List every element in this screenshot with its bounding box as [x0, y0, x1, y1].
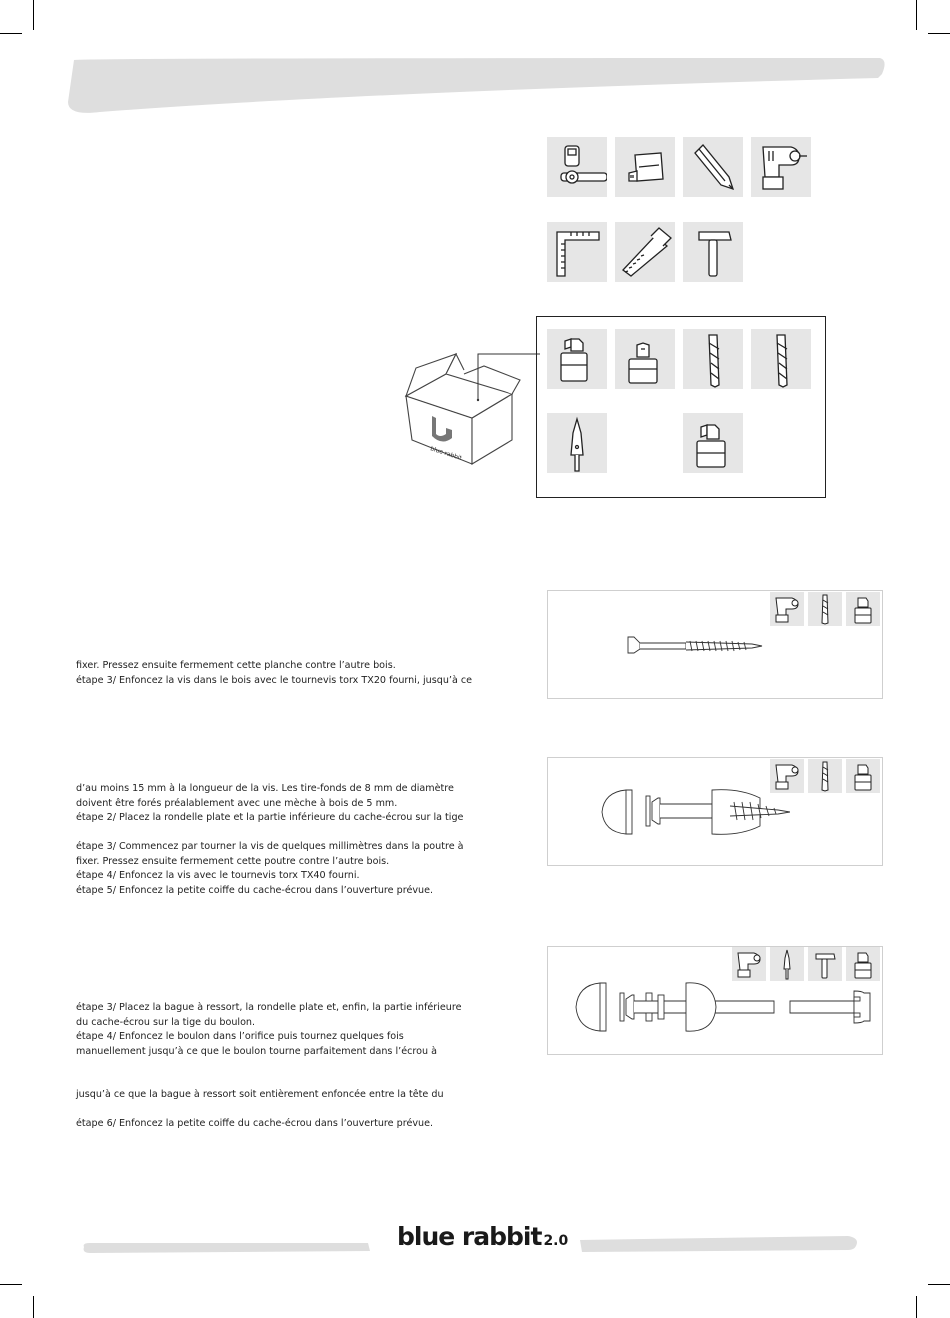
- brand-logo: [397, 1222, 568, 1251]
- hammer-icon: [683, 222, 743, 282]
- square-ruler-icon: [547, 222, 607, 282]
- text-line: fixer. Pressez ensuite fermement cette poutre contre l’autre bois.: [76, 855, 390, 867]
- box-icon: [400, 344, 540, 468]
- text-line: doivent être forés préalablement avec une mèche à bois de 5 mm.: [76, 797, 398, 809]
- drill-icon: [770, 592, 804, 626]
- torx-bit-icon: [846, 759, 880, 793]
- text-line: étape 6/ Enfoncez la petite coiffe du cache-écrou dans l’ouverture prévue.: [76, 1118, 434, 1129]
- tape-measure-icon: [615, 137, 675, 197]
- crop-mark: [928, 33, 950, 34]
- box-brand: blue rabbit: [429, 445, 463, 462]
- crop-mark: [916, 0, 917, 30]
- crop-mark: [33, 1296, 34, 1318]
- bolt-text-continued: [76, 1088, 444, 1103]
- torx-bit-icon: [547, 329, 607, 389]
- bolt-text: [76, 1001, 462, 1059]
- drill-bit-icon: [683, 329, 743, 389]
- torx-bit-icon: [846, 592, 880, 626]
- text-line: étape 2/ Placez la rondelle plate et la partie inférieure du cache-écrou sur la tige: [76, 812, 464, 823]
- logo-version: 2.0: [543, 1233, 569, 1249]
- crop-mark: [916, 1296, 917, 1318]
- crop-mark: [33, 0, 34, 30]
- saw-icon: [615, 222, 675, 282]
- text-line: manuellement jusqu’à ce que le boulon tourne parfaitement dans l’écrou à: [76, 1045, 437, 1057]
- footer-stroke-right: [578, 1234, 860, 1254]
- bolt-illustration: [574, 975, 874, 1039]
- torx-bit-large-icon: [683, 413, 743, 473]
- logo-text: blue rabbit: [397, 1222, 542, 1251]
- text-line: étape 4/ Enfoncez le boulon dans l’orifice puis tournez quelques fois: [76, 1031, 404, 1042]
- socket-wrench-icon: [547, 137, 607, 197]
- text-line: étape 3/ Enfoncez la vis dans le bois avec le tournevis torx TX20 fourni, jusqu’à ce: [76, 674, 473, 686]
- lag-screw-text: [76, 782, 464, 898]
- hammer-icon: [808, 947, 842, 981]
- text-line: étape 5/ Enfoncez la petite coiffe du cache-écrou dans l’ouverture prévue.: [76, 884, 434, 896]
- footer-stroke-left: [80, 1241, 372, 1255]
- crop-mark: [0, 33, 22, 34]
- torx-bit-small-icon: [615, 329, 675, 389]
- spade-bit-icon: [547, 413, 607, 473]
- wood-screw-illustration: [626, 633, 766, 657]
- drill-icon: [732, 947, 766, 981]
- pencil-icon: [683, 137, 743, 197]
- text-line: étape 3/ Commencez par tourner la vis de quelques millimètres dans la poutre à: [76, 841, 464, 852]
- drill-bit-icon: [808, 592, 842, 626]
- drill-bit-icon: [751, 329, 811, 389]
- lag-screw-illustration: [600, 784, 790, 844]
- drill-icon: [770, 759, 804, 793]
- header-banner: [60, 52, 890, 118]
- drill-bit-icon: [808, 759, 842, 793]
- text-line: du cache-écrou sur la tige du boulon.: [76, 1016, 256, 1028]
- text-line: jusqu’à ce que la bague à ressort soit entièrement enfoncée entre la tête du: [76, 1089, 444, 1100]
- bolt-text-final: [76, 1117, 433, 1132]
- text-line: fixer. Pressez ensuite fermement cette planche contre l’autre bois.: [76, 660, 396, 671]
- crop-mark: [0, 1284, 22, 1285]
- text-line: [76, 826, 464, 841]
- drill-icon: [751, 137, 811, 197]
- text-line: étape 4/ Enfoncez la vis avec le tournevis torx TX40 fourni.: [76, 870, 360, 881]
- crop-mark: [928, 1284, 950, 1285]
- torx-bit-icon: [846, 947, 880, 981]
- text-line: étape 3/ Placez la bague à ressort, la rondelle plate et, enfin, la partie inférieure: [76, 1002, 462, 1013]
- text-line: d’au moins 15 mm à la longueur de la vis. Les tire-fonds de 8 mm de diamètre: [76, 783, 454, 794]
- spade-bit-icon: [770, 947, 804, 981]
- screw-wood-text: [76, 659, 472, 688]
